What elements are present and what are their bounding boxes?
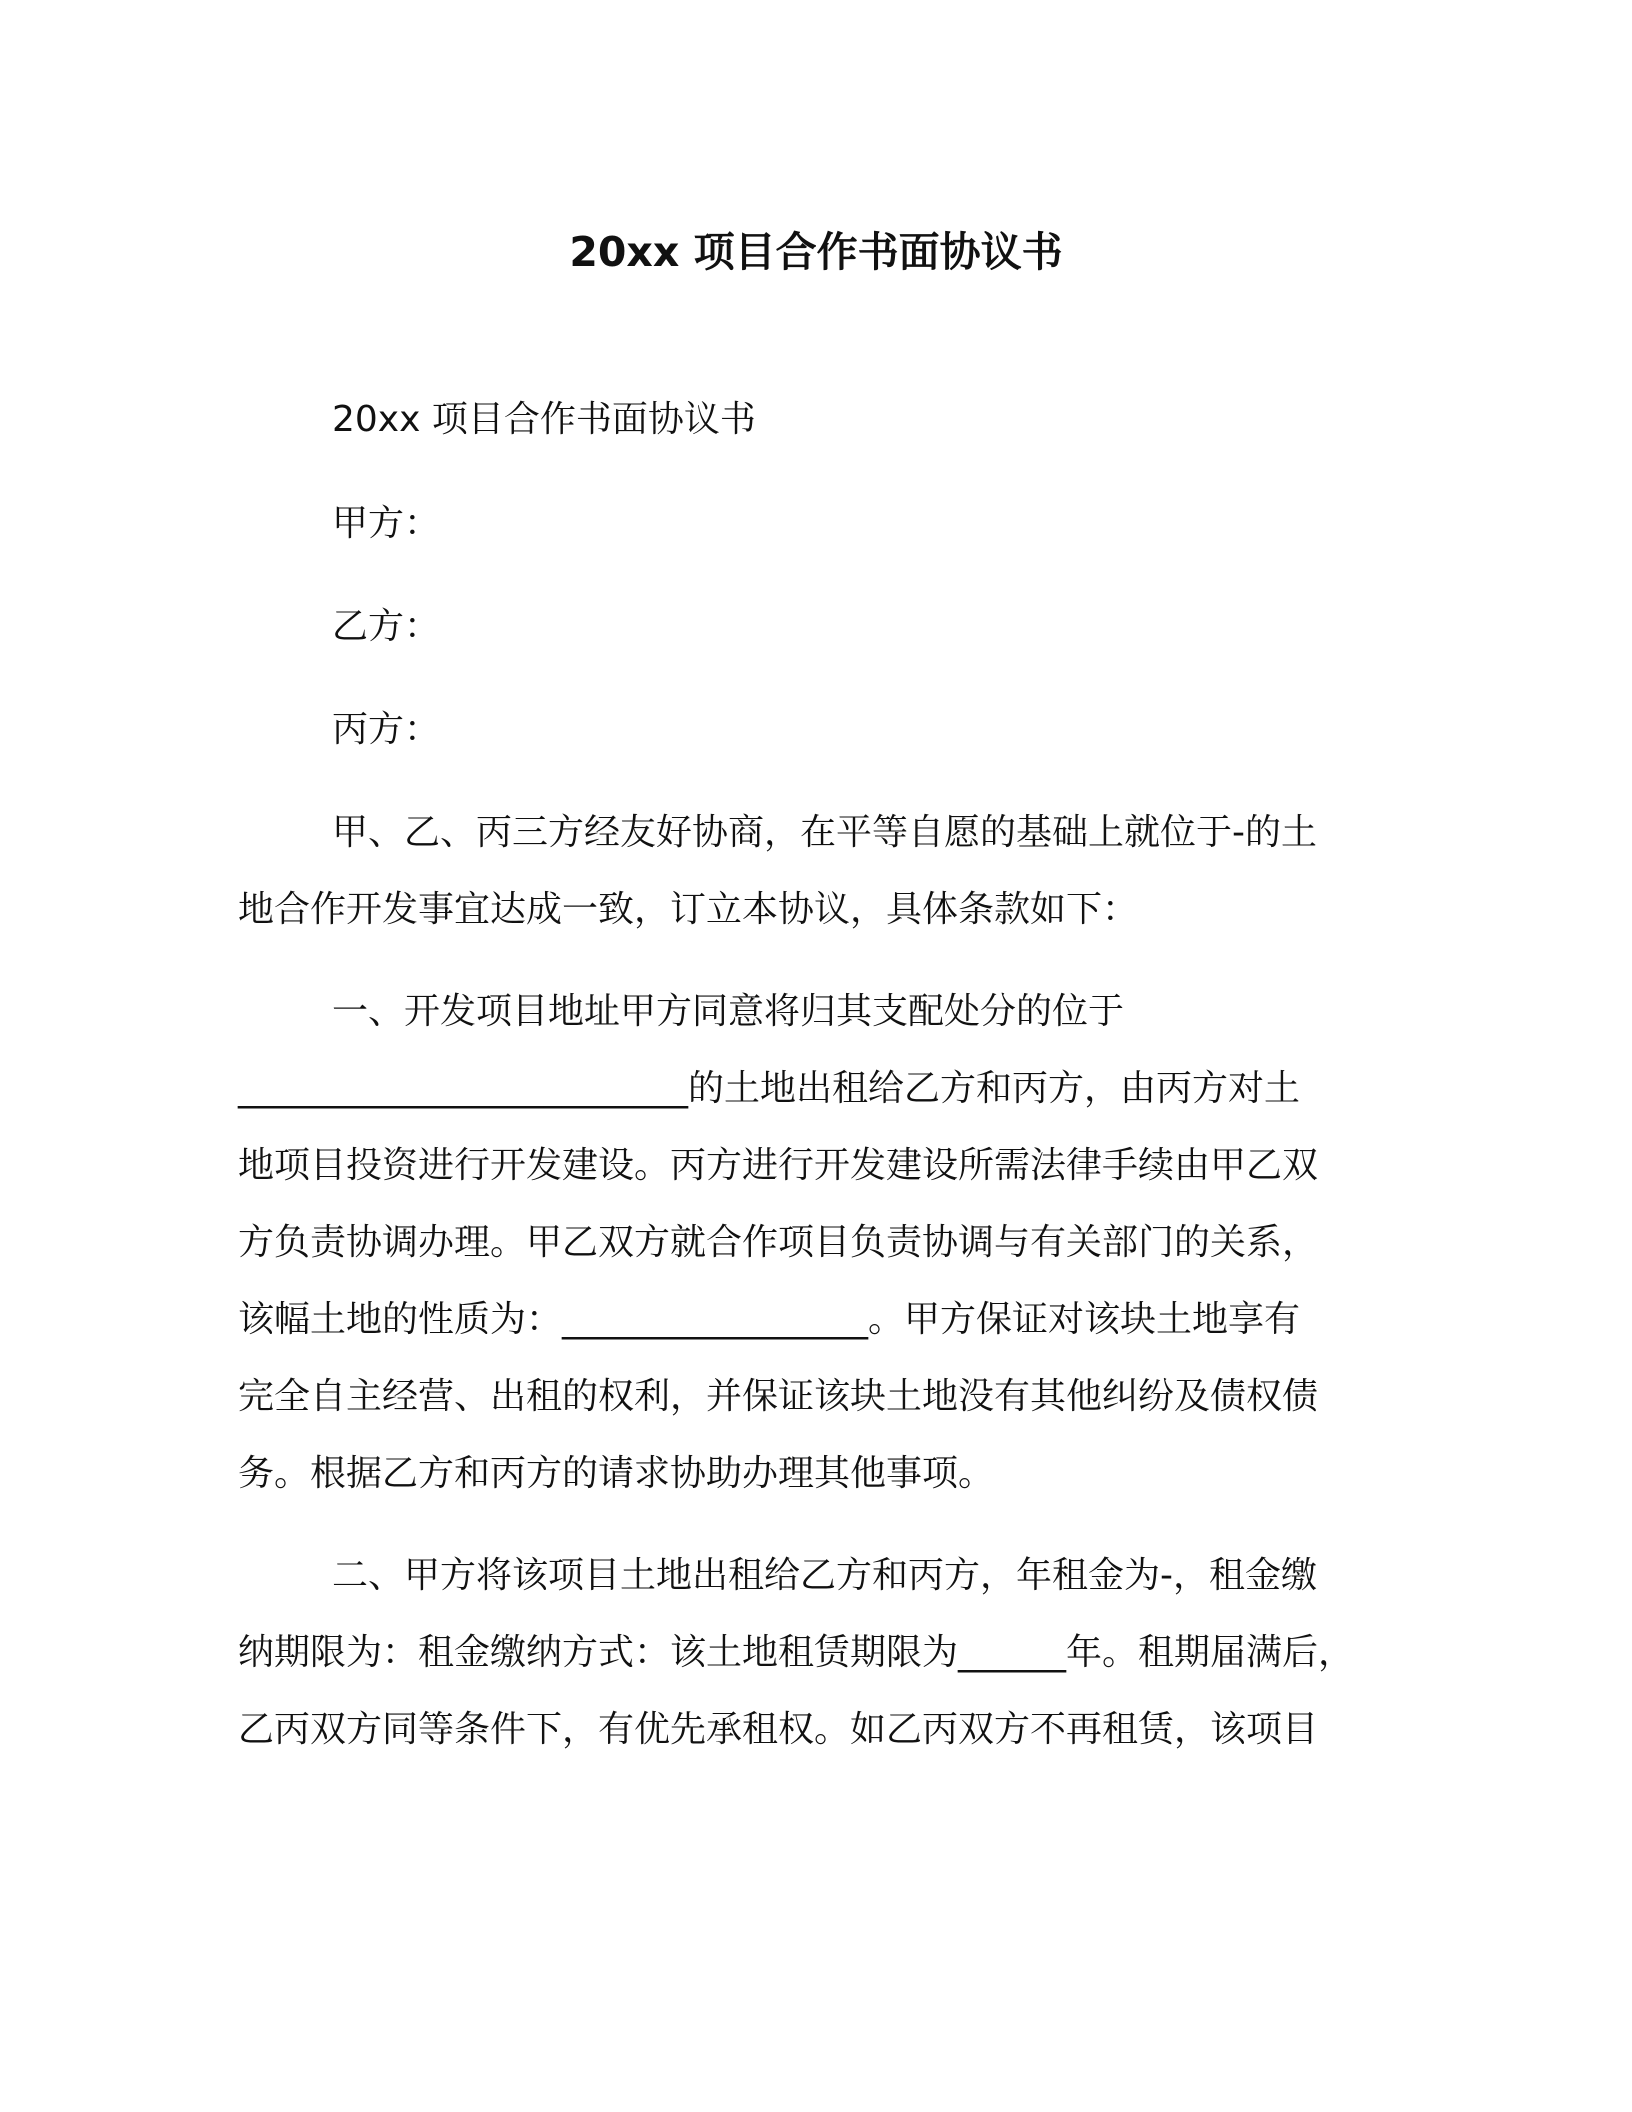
intro-line: 地合作开发事宜达成一致，订立本协议，具体条款如下： (238, 889, 1139, 930)
clause-1-line: _________________________的土地出租给乙方和丙方，由丙方对土 (238, 1068, 1301, 1109)
clause-1-line: 一、开发项目地址甲方同意将归其支配处分的位于 (332, 991, 1125, 1032)
party-c-label: 丙方： (332, 709, 441, 750)
clause-2-line: 二、甲方将该项目土地出租给乙方和丙方，年租金为-，租金缴 (332, 1555, 1317, 1596)
party-b-label: 乙方： (332, 606, 441, 647)
clause-1-line: 该幅土地的性质为：_________________。甲方保证对该块土地享有 (238, 1299, 1301, 1340)
clause-2-line: 纳期限为：租金缴纳方式：该土地租赁期限为______年。租期届满后， (238, 1632, 1355, 1673)
clause-1-line: 完全自主经营、出租的权利，并保证该块土地没有其他纠纷及债权债 (238, 1376, 1319, 1417)
clause-1-line: 地项目投资进行开发建设。丙方进行开发建设所需法律手续由甲乙双 (238, 1145, 1319, 1186)
clause-1-line: 务。根据乙方和丙方的请求协助办理其他事项。 (238, 1453, 995, 1494)
party-a-label: 甲方： (332, 503, 441, 544)
document-title: 20xx 项目合作书面协议书 (569, 228, 1063, 276)
intro-line: 甲、乙、丙三方经友好协商，在平等自愿的基础上就位于-的土 (332, 812, 1317, 853)
clause-2-line: 乙丙双方同等条件下，有优先承租权。如乙丙双方不再租赁，该项目 (238, 1709, 1319, 1750)
clause-1-line: 方负责协调办理。甲乙双方就合作项目负责协调与有关部门的关系， (238, 1222, 1319, 1263)
document-subtitle: 20xx 项目合作书面协议书 (332, 399, 756, 440)
